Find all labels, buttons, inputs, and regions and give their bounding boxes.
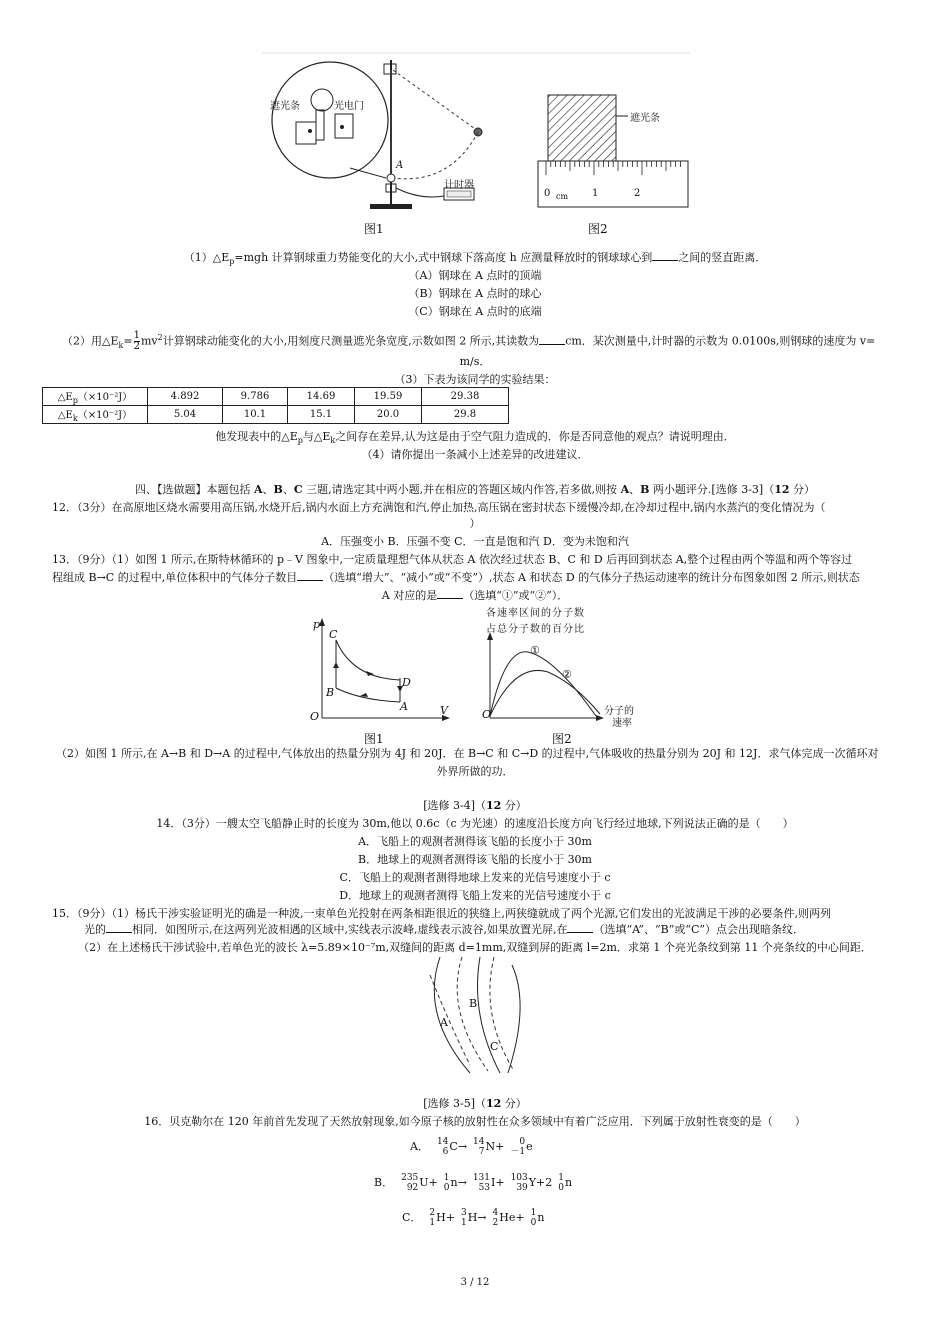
nuclide-numbers: 3 1 <box>460 1208 467 1228</box>
pv-label-a: A <box>400 700 408 713</box>
cell: 9.786 <box>223 388 288 406</box>
pv-label-d: D <box>402 676 411 689</box>
nuclide-symbol: N+ <box>485 1140 505 1153</box>
cell: 4.892 <box>148 388 223 406</box>
wave-interference-figure <box>0 955 950 1075</box>
nuclide-symbol: H→ <box>467 1211 487 1224</box>
row-head-ek: $\triangle E_k(\times 10^{-2}J)$ <box>43 406 148 424</box>
cell: 29.38 <box>422 388 509 406</box>
option-label: B． <box>374 1176 394 1189</box>
ruler-cm: cm <box>556 192 569 201</box>
pv-diagram <box>0 600 950 740</box>
q13-part2-line1: （2）如图 1 所示,在 A→B 和 D→A 的过程中,气体放出的热量分别为 4J 和 20J．在 B→C 和 C→D 的过程中,气体吸收的热量分别为 20J 和 12J．求气体完成一次循环对 <box>56 747 879 760</box>
q16-option <box>402 1208 550 1228</box>
nuclide-symbol: U+ <box>419 1176 438 1189</box>
q13-line3: A 对应的是 （选填“①”或“②”）． <box>381 589 569 602</box>
nuclide-numbers: 131 53 <box>472 1173 491 1193</box>
cell: 5.04 <box>148 406 223 424</box>
cell: 14.69 <box>288 388 355 406</box>
table-row <box>43 406 509 424</box>
q13-part2-line2: 外界所做的功． <box>436 765 514 778</box>
pv-label-c: C <box>329 628 338 641</box>
nuclide-numbers: 103 39 <box>510 1173 528 1193</box>
cell: 20.0 <box>355 406 422 424</box>
section-3-5-heading: [选修 3-5]（12 分） <box>423 1097 527 1110</box>
pv-label-b: B <box>326 686 335 699</box>
nuclide-numbers: 14 6 <box>436 1137 449 1157</box>
q12-options: A．压强变小 B．压强不变 C．一直是饱和汽 D．变为未饱和汽 <box>321 535 629 548</box>
nuclide-numbers: 4 2 <box>492 1208 499 1228</box>
q1-option-b: （B）钢球在 A 点时的球心 <box>408 287 542 300</box>
wave-point-c: C <box>490 1040 499 1053</box>
q1-option-c: （C）钢球在 A 点时的底端 <box>408 305 542 318</box>
q13-line1: 13．（9分）（1）如图 1 所示,在斯特林循环的 p﹣V 图象中,一定质量理想气体从状态 A 依次经过状态 B、C 和 D 后再回到状态 A,整个过程由两个等温和两个等容过 <box>52 553 853 566</box>
nuclide-symbol: H+ <box>436 1211 455 1224</box>
q12-line1: 12．（3分）在高原地区烧水需要用高压锅,水烧开后,锅内水面上方充满饱和汽,停止加热,高压锅在密封状态下缓慢冷却,在冷却过程中,锅内水蒸汽的变化情况为（ <box>52 501 826 514</box>
ruler-2: 2 <box>634 188 641 199</box>
page-footer: 3 / 12 <box>460 1277 490 1288</box>
q14-stem: 14．（3分）一艘太空飞船静止时的长度为 30m,他以 0.6c（c 为光速）的速度沿长度方向飞行经过地球,下列说法正确的是（ ） <box>156 817 794 830</box>
option-label: A． <box>410 1140 429 1153</box>
nuclide-symbol: C→ <box>449 1140 468 1153</box>
figure-2-caption: 图2 <box>588 222 608 236</box>
q13-line2: 程组成 B→C 的过程中,单位体积中的气体分子数目 （选填“增大”、“减小”或“不变”）,状态 A 和状态 D 的气体分子热运动速率的统计分布图象如图 2 所示,则状态 <box>52 571 860 584</box>
nuclide-symbol: Y+2 <box>528 1176 553 1189</box>
pv-label-v: V <box>440 704 448 717</box>
q15-line3: （2）在上述杨氏干涉试验中,若单色光的波长 λ=5.89×10⁻⁷m,双缝间的距离 d=1mm,双缝到屏的距离 l=2m．求第 1 个亮光条纹到第 11 个亮条纹的中心间距． <box>78 941 872 954</box>
table-row <box>43 388 509 406</box>
nuclide-symbol: n <box>537 1211 545 1224</box>
q2-stem: （2）用$\triangle E_k=$ $\frac{1}{2}$ $mv^2$计算钢球动能变化的大小,用刻度尺测量遮光条宽度,示数如图 2 所示,其读数为 cm．某次测量中,计时器的示数为 0.0100s,则钢球的速度为 v= <box>62 330 876 353</box>
nuclide-symbol: e <box>526 1140 533 1153</box>
dist-label-o: O <box>482 708 492 721</box>
dist-curve-1: ① <box>530 644 540 657</box>
ruler-0: 0 <box>544 188 551 199</box>
wave-point-a: A <box>440 1016 448 1029</box>
q14-option-c: C．飞船上的观测者测得地球上发来的光信号速度小于 c <box>339 871 611 884</box>
cell: 15.1 <box>288 406 355 424</box>
dist-caption: 图2 <box>552 732 572 746</box>
option-label: C． <box>402 1211 422 1224</box>
wave-point-b: B <box>469 997 478 1010</box>
q3-intro: （3）下表为该同学的实验结果： <box>394 373 556 386</box>
nuclide-numbers: 2 1 <box>429 1208 436 1228</box>
q15-line1: 15．（9分）（1）杨氏干涉实验证明光的确是一种波,一束单色光投射在两条相距很近的狭缝上,两狭缝就成了两个光源,它们发出的光波满足干涉的必要条件,则两列 <box>52 907 831 920</box>
section-3-4-heading: [选修 3-4]（12 分） <box>423 799 527 812</box>
pv-label-o: O <box>310 710 320 723</box>
section-4-heading: 四、【选做题】本题包括 A、B、C 三题,请选定其中两小题,并在相应的答题区域内作答,若多做,则按 A、B 两小题评分.[选修 3-3]（12 分） <box>134 483 816 496</box>
nuclide-numbers: 1 0 <box>443 1173 450 1193</box>
nuclide-numbers: 235 92 <box>401 1173 419 1193</box>
q16-option <box>410 1137 539 1157</box>
label-photogate: 光电门 <box>334 101 364 112</box>
q15-line2: 光的 相同．如图所示,在这两列光波相遇的区域中,实线表示波峰,虚线表示波谷,如果放置光屏,在 （选填“A”、“B”或“C”）点会出现暗条纹． <box>84 923 805 936</box>
row-head-ep: $\triangle E_p(\times 10^{-2}J)$ <box>43 388 148 406</box>
cell: 19.59 <box>355 388 422 406</box>
nuclide-numbers: 1 0 <box>530 1208 537 1228</box>
ruler-1: 1 <box>592 188 599 199</box>
figure-1-pendulum-apparatus <box>0 0 950 240</box>
label-point-a: A <box>396 160 404 171</box>
dist-xlabel-2: 速率 <box>612 718 632 729</box>
results-table <box>42 387 509 424</box>
dist-xlabel-1: 分子的 <box>604 706 634 717</box>
dist-title-2: 占总分子数的百分比 <box>486 624 585 635</box>
q1-stem: $(1)\triangle E_p=mgh$ 计算钢球重力势能变化的大小,式中钢球下落高度 h 应测量释放时的钢球球心到 之间的竖直距离． <box>183 251 767 267</box>
q16-stem: 16．贝克勒尔在 120 年前首先发现了天然放射现象,如今原子核的放射性在众多领域中有着广泛应用．下列属于放射性衰变的是（ ） <box>144 1115 806 1128</box>
nuclide-symbol: I+ <box>491 1176 505 1189</box>
nuclide-symbol: He+ <box>499 1211 525 1224</box>
q14-option-d: D．地球上的观测者测得飞船上发来的光信号速度小于 c <box>339 889 611 902</box>
q14-option-b: B．地球上的观测者测得该飞船的长度小于 30m <box>357 853 592 866</box>
nuclide-symbol: n <box>564 1176 573 1189</box>
pv-label-p: p <box>313 618 321 631</box>
dist-curve-2: ② <box>562 668 572 681</box>
cell: 10.1 <box>223 406 288 424</box>
q3-note: 他发现表中的$\triangle E_p$与$\triangle E_k$之间存在差异,认为这是由于空气阻力造成的．你是否同意他的观点？请说明理由． <box>215 430 735 446</box>
nuclide-numbers: 1 0 <box>558 1173 564 1193</box>
q12-line2: ） <box>469 517 481 530</box>
q2-unit: m/s． <box>459 355 491 368</box>
pv-caption: 图1 <box>364 732 384 746</box>
figure-1-caption: 图1 <box>364 222 384 236</box>
nuclide-numbers: 14 7 <box>473 1137 485 1157</box>
q16-option <box>374 1173 578 1193</box>
label-shading-strip-2: 遮光条 <box>630 113 660 124</box>
nuclide-numbers: 0 －1 <box>510 1137 526 1157</box>
q4-stem: （4）请你提出一条减小上述差异的改进建议． <box>361 448 589 461</box>
cell: 29.8 <box>422 406 509 424</box>
dist-title-1: 各速率区间的分子数 <box>486 608 585 619</box>
q14-option-a: A．飞船上的观测者测得该飞船的长度小于 30m <box>358 835 592 848</box>
nuclide-symbol: n→ <box>450 1176 467 1189</box>
label-shading-strip: 遮光条 <box>270 101 300 112</box>
q1-option-a: （A）钢球在 A 点时的顶端 <box>408 269 542 282</box>
label-timer: 计时器 <box>444 180 474 191</box>
